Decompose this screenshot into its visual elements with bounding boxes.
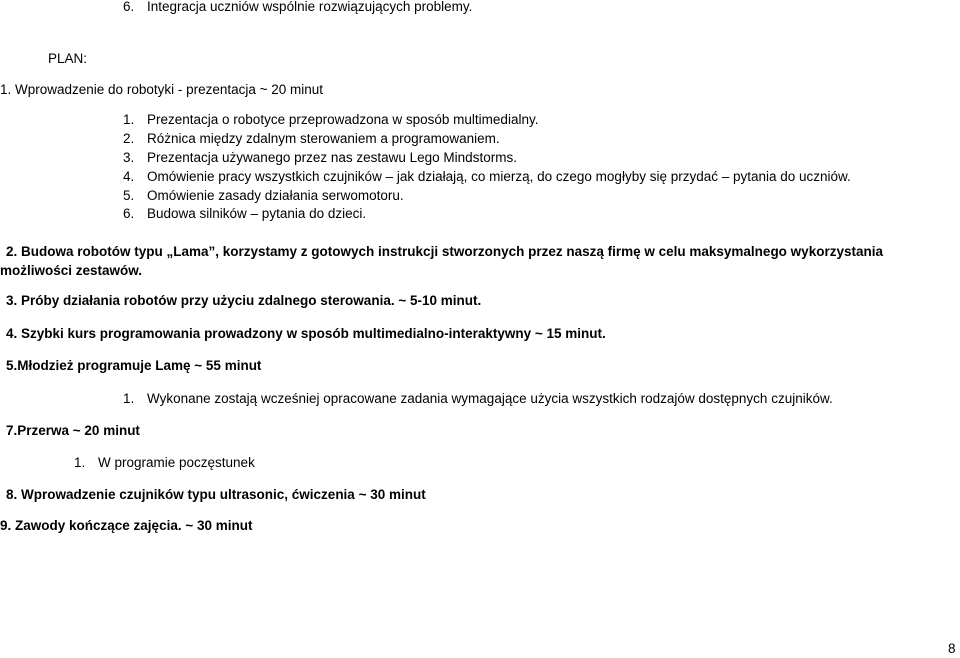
list-number: 1. [74,455,86,470]
section-5-heading: 5.Młodzież programuje Lamę ~ 55 minut [6,358,262,373]
list-item [123,149,517,167]
list-item [123,111,538,129]
list-item [123,187,404,205]
section-7-heading: 7.Przerwa ~ 20 minut [6,423,140,438]
list-number: 2. [123,131,135,146]
list-number: 1. [123,391,135,406]
section-8-text: 8. Wprowadzenie czujników typu ultrasonic, ćwiczenia ~ 30 minut [6,487,426,502]
section-2-text: 2. Budowa robotów typu „Lama”, korzystamy z gotowych instrukcji stworzonych przez naszą firmę w celu maksymalnego wykorzystania możliwości zestawów. [0,244,883,278]
list-item [123,0,472,16]
section-3-text: 3. Próby działania robotów przy użyciu zdalnego sterowania. ~ 5-10 minut. [6,293,482,308]
page-number: 8 [948,641,956,656]
list-number: 6. [123,0,135,14]
section-1-heading: 1. Wprowadzenie do robotyki - prezentacja ~ 20 minut [0,82,324,97]
list-number: 6. [123,206,135,221]
section-9-text: 9. Zawody kończące zajęcia. ~ 30 minut [0,518,253,533]
list-item [123,130,500,148]
list-text: Integracja uczniów wspólnie rozwiązujących problemy. [147,0,473,14]
list-text: Budowa silników – pytania do dzieci. [147,206,367,221]
list-item [123,205,366,223]
list-text: Wykonane zostają wcześniej opracowane zadania wymagające użycia wszystkich rodzajów dostępnych czujników. [147,391,833,406]
list-number: 4. [123,169,135,184]
list-text: Prezentacja o robotyce przeprowadzona w sposób multimedialny. [147,112,539,127]
list-text: Omówienie zasady działania serwomotoru. [147,188,404,203]
list-text: W programie poczęstunek [98,455,255,470]
plan-label: PLAN: [48,51,88,66]
list-number: 5. [123,188,135,203]
list-number: 1. [123,112,135,127]
list-item [123,168,851,186]
list-text: Różnica między zdalnym sterowaniem a programowaniem. [147,131,500,146]
list-text: Prezentacja używanego przez nas zestawu Lego Mindstorms. [147,150,517,165]
list-number: 3. [123,150,135,165]
list-text: Omówienie pracy wszystkich czujników – jak działają, co mierzą, do czego mogłyby się przydać – pytania do uczniów. [147,169,851,184]
list-item [74,454,255,472]
list-item [123,390,833,408]
section-4-text: 4. Szybki kurs programowania prowadzony w sposób multimedialno-interaktywny ~ 15 minut. [6,326,606,341]
